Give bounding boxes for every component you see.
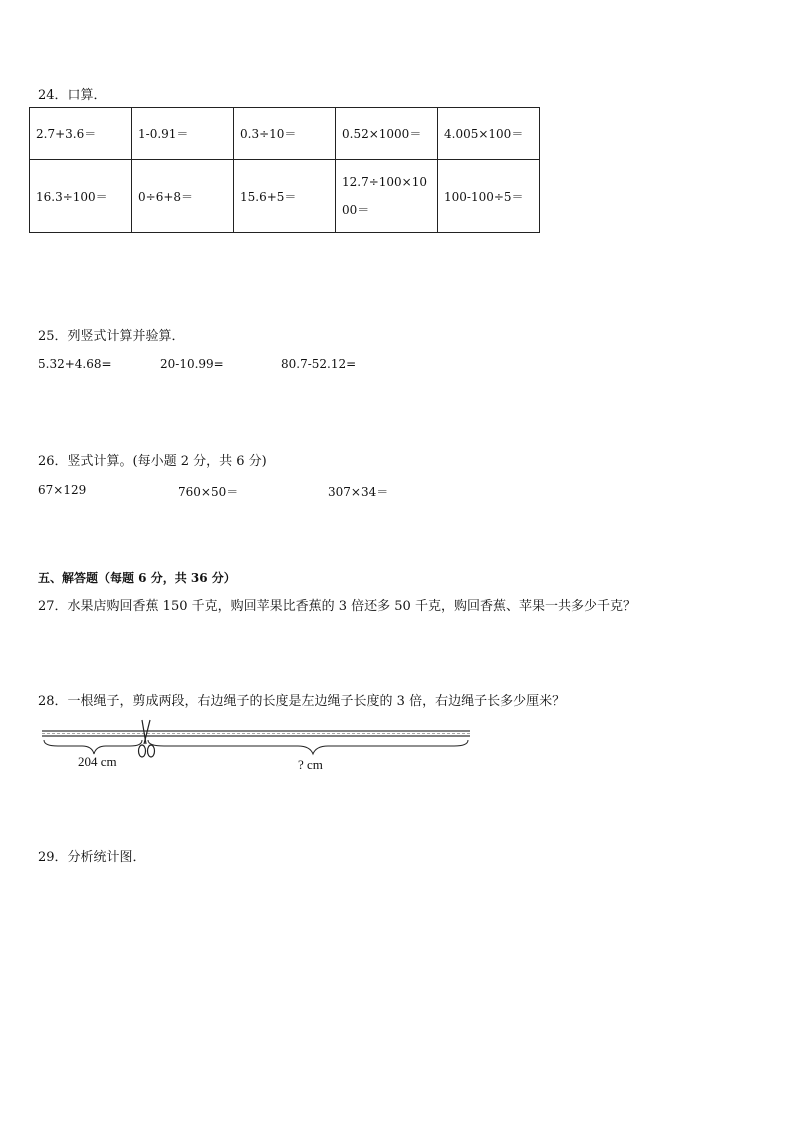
q27-text: 27．水果店购回香蕉 150 千克，购回苹果比香蕉的 3 倍还多 50 千克，购回香蕉、苹果一共多少千克？ [38, 599, 636, 614]
table-cell: 0.52×1000＝ [336, 108, 438, 160]
left-brace [44, 740, 142, 754]
q25-title: 25．列竖式计算并验算． [38, 329, 185, 344]
section5-heading: 五、解答题（每题 6 分，共 36 分） [38, 571, 236, 585]
q26-expr-3: 307×34＝ [328, 485, 389, 499]
table-cell: 16.3÷100＝ [30, 160, 132, 233]
q24-title: 24．口算． [38, 88, 107, 103]
scissors-icon [139, 720, 155, 757]
table-row [30, 108, 540, 160]
table-cell [336, 160, 438, 233]
q25-expr-3: 80.7-52.12= [281, 357, 357, 371]
table-row [30, 160, 540, 233]
q25-expr-1: 5.32+4.68= [38, 357, 112, 371]
table-cell: 2.7+3.6＝ [30, 108, 132, 160]
q26-expr-1: 67×129 [38, 483, 87, 497]
q29-title: 29．分析统计图． [38, 850, 146, 865]
rope-diagram [38, 716, 478, 776]
table-cell: 1-0.91＝ [132, 108, 234, 160]
left-length-label: 204 cm [78, 754, 117, 769]
table-cell-text: 12.7÷100×1000＝ [342, 175, 428, 217]
table-cell: 100-100÷5＝ [438, 160, 540, 233]
q25-expr-2: 20-10.99= [160, 357, 224, 371]
table-cell: 0÷6+8＝ [132, 160, 234, 233]
table-cell: 4.005×100＝ [438, 108, 540, 160]
q26-expr-2: 760×50＝ [178, 485, 239, 499]
mental-calc-table [29, 107, 540, 233]
q28-text: 28．一根绳子，剪成两段，右边绳子的长度是左边绳子长度的 3 倍，右边绳子长多少厘米？ [38, 694, 566, 709]
right-brace [148, 740, 468, 754]
table-cell: 0.3÷10＝ [234, 108, 336, 160]
right-length-label: ? cm [298, 757, 323, 772]
q26-title: 26．竖式计算。(每小题 2 分，共 6 分) [38, 454, 267, 469]
table-cell: 15.6+5＝ [234, 160, 336, 233]
